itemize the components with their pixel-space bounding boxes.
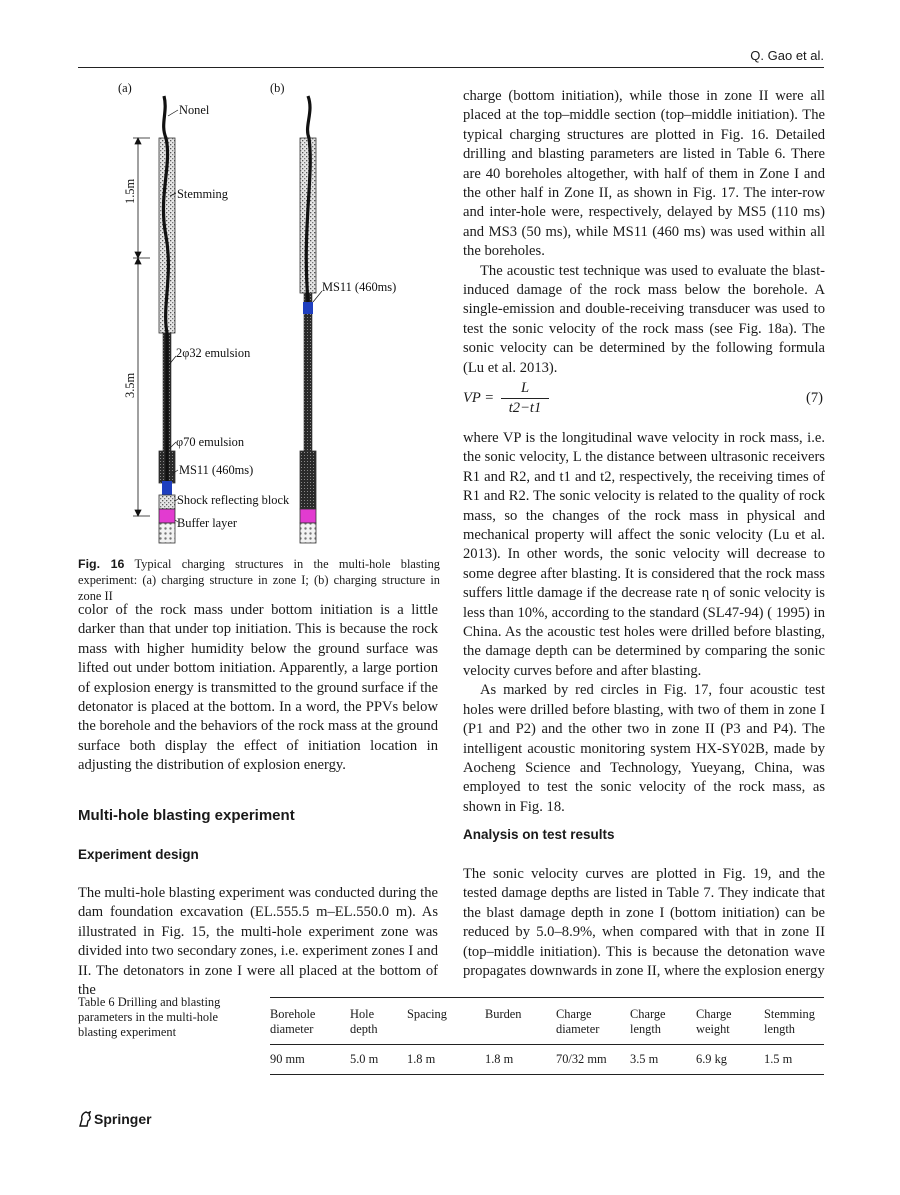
equation-7	[463, 380, 825, 420]
equation-number: (7)	[805, 390, 823, 406]
emulsion32-label: 2φ32 emulsion	[176, 346, 251, 360]
publisher-name: Springer	[94, 1111, 152, 1127]
running-header-author: Q. Gao et al.	[750, 48, 824, 63]
emulsion70-label: φ70 emulsion	[176, 435, 245, 449]
table-cell: 1.5 m	[764, 1052, 793, 1066]
table-header-cell: Charge weight	[696, 1007, 732, 1036]
publisher-footer	[78, 1111, 152, 1127]
paragraph: The sonic velocity curves are plotted in Fig. 19, and the tested damage depths are listed in Table 7. They indicate that the blast damage depth in zone I (bottom initiation) can be reduced by 5.0–8.9%, when compared with that in zone II (top–middle initiation). This is because the detonation wave propagates downwards in zone II, where the explosion energy	[463, 866, 825, 980]
table-header-cell: Charge diameter	[556, 1007, 600, 1036]
shock-reflecting-block-b	[300, 509, 316, 523]
table-cell: 1.8 m	[485, 1052, 514, 1066]
table-cell: 1.8 m	[407, 1052, 436, 1066]
table-header-cell: Borehole diameter	[270, 1007, 316, 1036]
springer-horse-icon	[78, 1111, 92, 1127]
stemming-length-label: 1.5m	[123, 178, 137, 204]
charge-length-label: 3.5m	[123, 372, 137, 398]
subsection-heading-experiment-design: Experiment design	[78, 847, 199, 862]
right-column-block-1	[463, 87, 825, 378]
borehole-a	[159, 96, 175, 543]
table-cell: 3.5 m	[630, 1052, 659, 1066]
equation-fraction	[501, 380, 549, 417]
charging-structure-figure	[78, 76, 438, 546]
section-heading: Multi-hole blasting experiment	[78, 807, 295, 824]
equation-numerator: L	[520, 380, 530, 396]
table-cell: 70/32 mm	[556, 1052, 607, 1066]
ms11-label-b: MS11 (460ms)	[322, 280, 397, 294]
detonator-b	[303, 302, 313, 314]
panel-a-label: (a)	[118, 81, 132, 95]
table-header-cell: Spacing	[407, 1007, 447, 1021]
borehole-b	[300, 96, 316, 543]
left-column-paragraph-1	[78, 601, 438, 776]
table-cell: 5.0 m	[350, 1052, 379, 1066]
paragraph: where VP is the longitudinal wave velocity in rock mass, i.e. the sonic velocity, L the distance between ultrasonic receivers R1 and R2, and t1 and t2, respectively, the receiving times of R1 and R2. The sonic velocity is related to the quality of rock mass, so the changes of the rock mass in physical and mechanical property will affect the sonic velocity (Lu et al. 2013). In other words, the sonic velocity will decrease to some degree after blasting. It is considered that the rock mass suffers little damage if the decrease rate η of sonic velocity is less than 10%, according to the standard (SL47-94) ( 1995) in China. As the acoustic test holes were drilled before blasting, the damage depth can be determined by comparing the sonic velocity curves before and after blasting.	[463, 430, 825, 679]
table-header-cell: Burden	[485, 1007, 522, 1021]
nonel-label: Nonel	[179, 103, 210, 117]
paragraph: color of the rock mass under bottom initiation is a little darker than that under top initiation. This is because the rock mass with higher humidity below the ground surface was lifted out under bottom initiation. Apparently, a large portion of explosion energy is transmitted to the ground surface if the detonator is placed at the bottom. In a word, the PPVs below the borehole and the behaviors of the rock mass at the ground surface both display the effect of initiation location in adjusting the distribution of explosion energy.	[78, 602, 438, 774]
subsection-heading-analysis: Analysis on test results	[463, 827, 615, 842]
detonator-a	[162, 481, 172, 495]
table-cell: 6.9 kg	[696, 1052, 727, 1066]
table-header-cell: Stemming length	[764, 1007, 815, 1036]
shock-block-label: Shock reflecting block	[177, 493, 290, 507]
figure-caption-text: Typical charging structures in the multi-hole blasting experiment: (a) charging structure in zone I; (b) charging structure in zone II	[78, 557, 440, 603]
table-header-cell: Hole depth	[350, 1007, 378, 1036]
shock-reflecting-block-a	[159, 509, 175, 523]
paragraph: charge (bottom initiation), while those in zone II were all placed at the top–middle section (top–middle initiation). The typical charging structures are plotted in Fig. 16. Detailed drilling and blasting parameters are listed in Table 6. There are 40 boreholes altogether, with half of them in Zone I and the other half in Zone II, as shown in Fig. 17. The inter-row and inter-hole were, respectively, delayed by MS5 (110 ms) and MS3 (50 ms), while MS11 (460 ms) was used within all the boreholes.	[463, 88, 825, 260]
stemming-label: Stemming	[177, 187, 228, 201]
panel-b-label: (b)	[270, 81, 285, 95]
paragraph: The multi-hole blasting experiment was conducted during the dam foundation excavation (EL.555.5 m–EL.550.0 m). As illustrated in Fig. 15, the multi-hole experiment zone was divided into two secondary zones, i.e. experiment zones I and II. The detonators in zone I were all placed at the bottom of the	[78, 885, 438, 999]
equation-denominator: t2−t1	[508, 400, 542, 416]
right-column-block-2	[463, 429, 825, 817]
figure-caption-label: Fig. 16	[78, 557, 125, 571]
ms11-label-a: MS11 (460ms)	[179, 463, 254, 477]
paragraph: As marked by red circles in Fig. 17, four acoustic test holes were drilled before blasting, with two of them in zone I (P1 and P2) and the other two in zone II (P3 and P4). The intelligent acoustic monitoring system HX-SY02B, made by Aocheng Science and Technology, Yueyang, China, was employed to test the sonic velocity of the rock mass, as shown in Fig. 18.	[463, 682, 825, 815]
table-caption: Table 6 Drilling and blasting parameters in the multi-hole blasting experiment	[78, 995, 221, 1039]
equation-lhs: VP =	[463, 390, 495, 406]
figure-caption	[78, 556, 440, 604]
right-column-block-3	[463, 865, 825, 981]
table-cell: 90 mm	[270, 1052, 305, 1066]
buffer-layer-label: Buffer layer	[177, 516, 237, 530]
left-column-paragraph-2	[78, 884, 438, 1000]
paragraph: The acoustic test technique was used to evaluate the blast-induced damage of the rock mass below the borehole. A single-emission and double-receiving transducer was used to test the sonic velocity of the rock mass (see Fig. 18a). The sonic velocity can be determined by the following formula (Lu et al. 2013).	[463, 262, 825, 376]
header-rule	[78, 67, 824, 68]
table-header-cell: Charge length	[630, 1007, 666, 1036]
